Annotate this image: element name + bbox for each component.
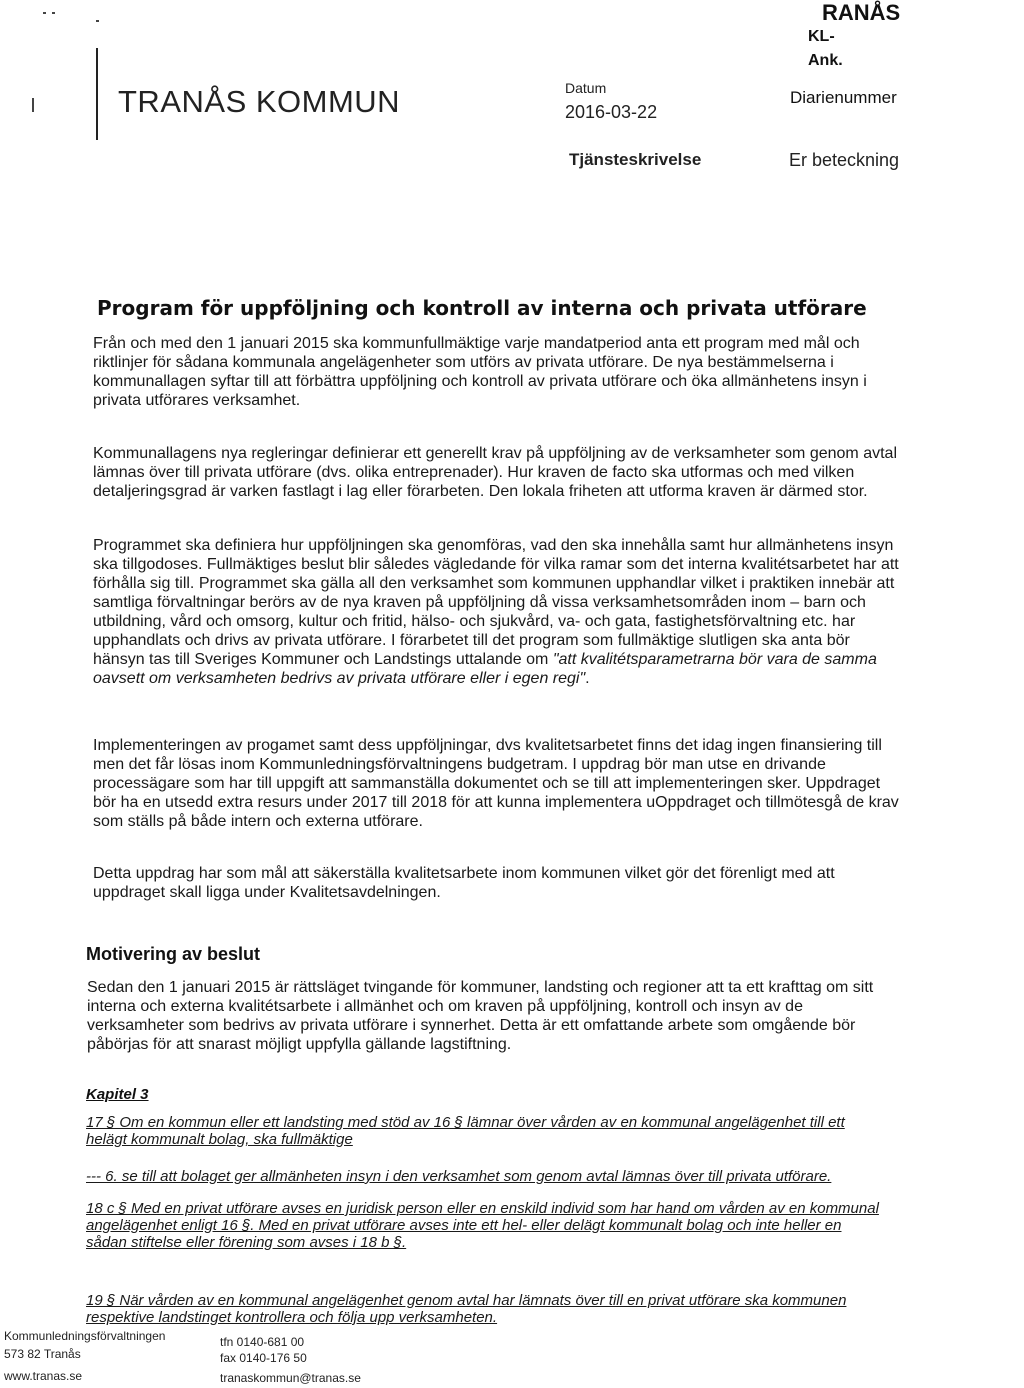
footer-website: www.tranas.se: [4, 1369, 83, 1383]
body-paragraph: Programmet ska definiera hur uppföljningen ska genomföras, vad den ska innehålla samt hur allmänhetens insyn ska tillgodoses. Fullmäktiges beslut blir således vägledande för vilka ramar som det interna kvalitétsarbetet har att förhålla sig till. Programmet ska gälla all den verksamhet som kommunen upphandlar vilket i praktiken innebär att samtliga förvaltningar berörs av de nya kraven på uppföljning då vissa verksamhetsområden inom – barn och utbildning, vård och omsorg, kultur och fritid, hälso- och sjukvård, va- och gata, fastighetsförvaltning etc. har upphandlats och drivs av privata utförare. I förarbetet till det program som fullmäktige slutligen ska anta bör hänsyn tas till Sveriges Kommuner och Landstings uttalande om "att kvalitétsparametrarna bör vara de samma oavsett om verksamheten bedrivs av privata utförare eller i egen regi".: [93, 537, 899, 687]
footer-fax: fax 0140-176 50: [220, 1351, 307, 1365]
body-paragraph: Från och med den 1 januari 2015 ska kommunfullmäktige varje mandatperiod anta ett program med mål och riktlinjer för sådana kommunala angelägenheter som utförs av privata utförare. De nya bestämmelserna i kommunallagen syftar till att förbättra uppföljning och kontroll av privata utförare och öka allmänhetens insyn i privata utförares verksamhet.: [93, 335, 867, 409]
scan-speck: [32, 98, 34, 112]
body-paragraph: Kommunallagens nya regleringar definierar ett generellt krav på uppföljning av de verksamheter som genom avtal lämnas över till privata utförare (dvs. olika entreprenader). Hur kraven de facto ska utformas och med vilken detaljeringsgrad är varken fastlagt i lag eller förarbeten. Den lokala friheten att utforma kraven är därmed stor.: [93, 445, 897, 500]
law-excerpt: 18 c § Med en privat utförare avses en juridisk person eller en enskild individ som har hand om vården av en kommunal angelägenhet enligt 16 §. Med en privat utförare avses inte ett hel- eller delägt kommunalt bolag och inte heller en sådan stiftelse eller förening som avses i 18 b §.: [86, 1200, 879, 1251]
section-heading: Motivering av beslut: [86, 944, 261, 964]
law-excerpt: --- 6. se till att bolaget ger allmänheten insyn i den verksamhet som genom avtal lämnas över till privata utförare.: [86, 1168, 832, 1185]
law-excerpt: 19 § När vården av en kommunal angelägenhet genom avtal har lämnats över till en privat utförare ska kommunen respektive landstinget kontrollera och följa upp verksamheten.: [86, 1292, 847, 1326]
scan-speck: [52, 12, 55, 14]
footer-email: tranaskommun@tranas.se: [220, 1371, 361, 1385]
footer-phone: tfn 0140-681 00: [220, 1335, 305, 1349]
chapter-heading: Kapitel 3: [86, 1086, 149, 1103]
body-paragraph: Detta uppdrag har som mål att säkerställa kvalitetsarbete inom kommunen vilket gör det förenligt med att uppdraget skall ligga under Kvalitetsavdelningen.: [93, 865, 835, 901]
organization-name: TRANÅS KOMMUN: [118, 84, 401, 119]
document-title: Program för uppföljning och kontroll av interna och privata utförare: [97, 296, 867, 320]
body-paragraph: Implementeringen av progamet samt dess uppföljningar, dvs kvalitetsarbetet finns det idag ingen finansiering till men det får lösas inom Kommunledningsförvaltningens budgetram. I uppdrag bör man utse en drivande processägare som har till uppgift att sammanställa dokumentet och se till att implementeringen sker. Uppdraget bör ha en utsedd extra resurs under 2017 till 2018 för att kunna implementera uOppdraget och tillmötesgå de krav som ställs på både intern och externa utförare.: [93, 737, 899, 830]
scan-speck: [96, 20, 99, 22]
designation-label: Er beteckning: [789, 150, 900, 170]
skl-quote: "att kvalitétsparametrarna bör vara de samma oavsett om verksamheten bedrivs av privata utförare eller i egen regi": [93, 651, 877, 687]
received-stamp-line: Ank.: [808, 52, 843, 69]
received-stamp-line: RANÅS: [822, 0, 901, 25]
footer-department: Kommunledningsförvaltningen: [4, 1329, 166, 1343]
date-label: Datum: [565, 80, 607, 96]
date-value: 2016-03-22: [565, 102, 658, 122]
scan-speck: [43, 12, 46, 14]
law-excerpt: 17 § Om en kommun eller ett landsting med stöd av 16 § lämnar över vården av en kommunal angelägenhet till ett helägt kommunalt bolag, ska fullmäktige: [86, 1114, 845, 1148]
paragraph-text: Programmet ska definiera hur uppföljningen ska genomföras, vad den ska innehålla samt hur allmänhetens insyn ska tillgodoses. Fullmäktiges beslut blir således vägledande för vilka ramar som det interna kvalitétsarbetet har att förhålla sig till. Programmet ska gälla all den verksamhet som kommunen upphandlar vilket i praktiken innebär att samtliga förvaltningar berörs av de nya kraven på uppföljning då vissa verksamhetsområden inom – barn och utbildning, vård och omsorg, kultur och fritid, hälso- och sjukvård, va- och gata, fastighetsförvaltning etc. har upphandlats och drivs av privata utförare. I förarbetet till det program som fullmäktige slutligen ska anta bör hänsyn tas till Sveriges Kommuner och Landstings uttalande om: [93, 537, 899, 668]
motivation-paragraph: Sedan den 1 januari 2015 är rättsläget tvingande för kommuner, landsting och regioner att ta ett krafttag om sitt interna och externa kvalitétsarbete i allmänhet och om kraven på uppföljning, kontroll och insyn av de verksamheter som bedrivs av privata utförare i synnerhet. Detta är ett omfattande arbete som omgående bör påbörjas för att snarast möjligt uppfylla gällande lagstiftning.: [87, 979, 874, 1053]
diary-number-label: Diarienummer: [790, 88, 897, 107]
footer-address: 573 82 Tranås: [4, 1347, 81, 1361]
received-stamp-line: KL-: [808, 28, 835, 45]
logo-divider: [96, 48, 98, 140]
document-type: Tjänsteskrivelse: [569, 150, 702, 169]
